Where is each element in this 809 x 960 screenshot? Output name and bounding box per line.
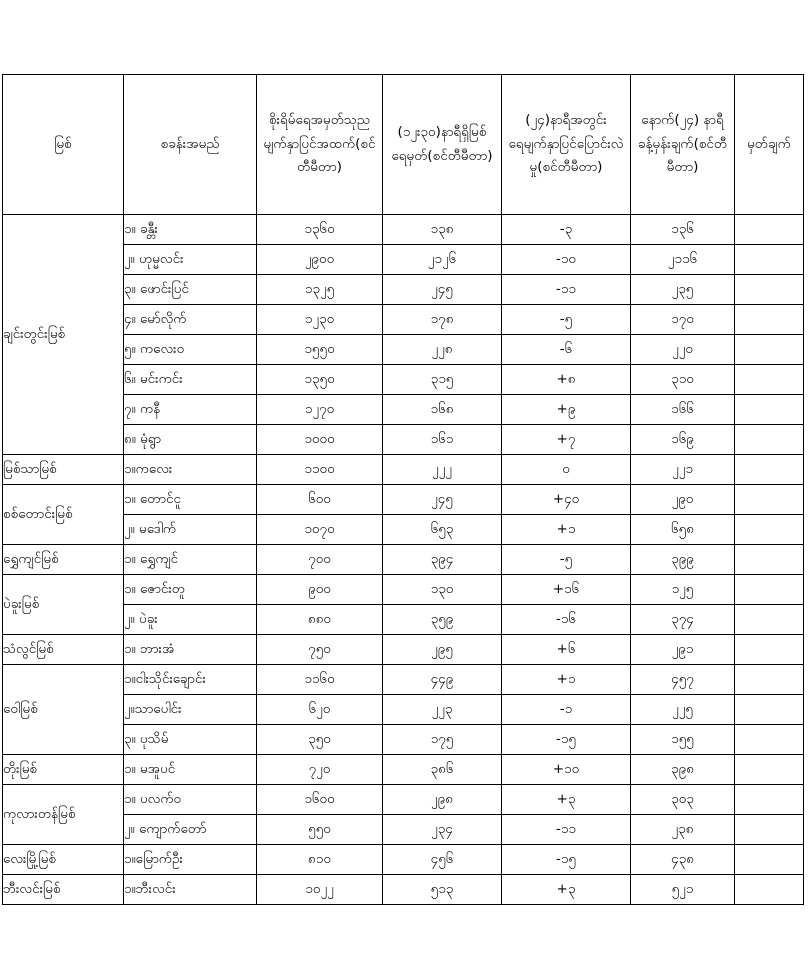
remark-cell — [735, 575, 804, 605]
table-row — [3, 875, 804, 905]
current-level-cell: ၂၃၄ — [383, 815, 502, 845]
forecast-cell: ၁၅၅ — [631, 725, 735, 755]
current-level-cell: ၂၉၈ — [383, 785, 502, 815]
river-name-cell: ချင်းတွင်းမြစ် — [3, 215, 124, 455]
current-level-cell: ၂၂၃ — [383, 695, 502, 725]
forecast-cell: ၂၃၅ — [631, 275, 735, 305]
level-change-cell: +၄၀ — [502, 485, 631, 515]
danger-level-cell: ၁၀၀၀ — [257, 425, 383, 455]
level-change-cell: +၃ — [502, 875, 631, 905]
danger-level-cell: ၁၁၆၀ — [257, 665, 383, 695]
remark-cell — [735, 365, 804, 395]
river-name-cell: မြစ်သာမြစ် — [3, 455, 124, 485]
danger-level-cell: ၈၈၀ — [257, 605, 383, 635]
remark-cell — [735, 515, 804, 545]
remark-cell — [735, 605, 804, 635]
forecast-cell: ၃၁၀ — [631, 365, 735, 395]
remark-cell — [735, 725, 804, 755]
danger-level-cell: ၇၂၀ — [257, 755, 383, 785]
current-level-cell: ၃၅၉ — [383, 605, 502, 635]
header-forecast: နောက်(၂၄) နာရီခန့်မှန်းချက်(စင်တီမီတာ) — [631, 75, 735, 215]
danger-level-cell: ၁၂၃၀ — [257, 305, 383, 335]
station-name-cell: ၆။ မင်းကင်း — [124, 365, 257, 395]
river-name-cell: ဝေါမြစ် — [3, 665, 124, 755]
danger-level-cell: ၁၆၀၀ — [257, 785, 383, 815]
remark-cell — [735, 395, 804, 425]
station-name-cell: ၂။သာပေါင်း — [124, 695, 257, 725]
level-change-cell: -၅ — [502, 305, 631, 335]
current-level-cell: ၂၁၂၆ — [383, 245, 502, 275]
remark-cell — [735, 455, 804, 485]
river-name-cell: ပဲခူးမြစ် — [3, 575, 124, 635]
station-name-cell: ၂။ ပဲခူး — [124, 605, 257, 635]
forecast-cell: ၂၂၅ — [631, 695, 735, 725]
table-row — [3, 335, 804, 365]
current-level-cell: ၁၆၁ — [383, 425, 502, 455]
station-name-cell: ၈။ မုံရွာ — [124, 425, 257, 455]
danger-level-cell: ၇၀၀ — [257, 545, 383, 575]
danger-level-cell: ၁၂၇၀ — [257, 395, 383, 425]
table-row — [3, 485, 804, 515]
level-change-cell: -၁၁ — [502, 815, 631, 845]
danger-level-cell: ၅၅၀ — [257, 815, 383, 845]
river-level-table — [2, 74, 804, 905]
table-row — [3, 545, 804, 575]
table-row — [3, 365, 804, 395]
table-row — [3, 605, 804, 635]
station-name-cell: ၁။ ဇောင်းတူ — [124, 575, 257, 605]
current-level-cell: ၃၁၅ — [383, 365, 502, 395]
forecast-cell: ၁၆၆ — [631, 395, 735, 425]
header-station: စခန်းအမည် — [124, 75, 257, 215]
table-row — [3, 755, 804, 785]
station-name-cell: ၁။ ခန္တီး — [124, 215, 257, 245]
station-name-cell: ၁။ ဘားအံ — [124, 635, 257, 665]
danger-level-cell: ၁၀၇၀ — [257, 515, 383, 545]
remark-cell — [735, 785, 804, 815]
table-row — [3, 695, 804, 725]
level-change-cell: +၁၆ — [502, 575, 631, 605]
danger-level-cell: ၃၅၀ — [257, 725, 383, 755]
danger-level-cell: ၉၀၀ — [257, 575, 383, 605]
remark-cell — [735, 215, 804, 245]
current-level-cell: ၃၈၆ — [383, 755, 502, 785]
current-level-cell: ၂၂၈ — [383, 335, 502, 365]
current-level-cell: ၂၄၅ — [383, 485, 502, 515]
forecast-cell: ၂၉၁ — [631, 635, 735, 665]
danger-level-cell: ၁၃၅၀ — [257, 365, 383, 395]
forecast-cell: ၁၂၅ — [631, 575, 735, 605]
level-change-cell: -၁၅ — [502, 845, 631, 875]
current-level-cell: ၅၁၃ — [383, 875, 502, 905]
danger-level-cell: ၁၀၂၂ — [257, 875, 383, 905]
station-name-cell: ၃။ ပုသိမ် — [124, 725, 257, 755]
current-level-cell: ၄၅၆ — [383, 845, 502, 875]
table-row — [3, 305, 804, 335]
header-river: မြစ် — [3, 75, 124, 215]
danger-level-cell: ၆၂၀ — [257, 695, 383, 725]
current-level-cell: ၁၇၈ — [383, 305, 502, 335]
danger-level-cell: ၁၅၅၀ — [257, 335, 383, 365]
remark-cell — [735, 815, 804, 845]
remark-cell — [735, 275, 804, 305]
station-name-cell: ၁။မြောက်ဦး — [124, 845, 257, 875]
station-name-cell: ၂။ ဟုမ္မလင်း — [124, 245, 257, 275]
remark-cell — [735, 875, 804, 905]
remark-cell — [735, 485, 804, 515]
level-change-cell: ၀ — [502, 455, 631, 485]
remark-cell — [735, 695, 804, 725]
level-change-cell: +၈ — [502, 365, 631, 395]
station-name-cell: ၂။ ကျောက်တော် — [124, 815, 257, 845]
header-danger-level: စိုးရိမ်ရေအမှတ်သုညမျက်နှာပြင်အထက်(စင်တီမီတာ) — [257, 75, 383, 215]
table-row — [3, 785, 804, 815]
station-name-cell: ၁။ ရွှေကျင် — [124, 545, 257, 575]
current-level-cell: ၂၂၂ — [383, 455, 502, 485]
river-name-cell: စစ်တောင်းမြစ် — [3, 485, 124, 545]
level-change-cell: -၁၆ — [502, 605, 631, 635]
level-change-cell: +၉ — [502, 395, 631, 425]
header-current-level: (၁၂း၃၀)နာရီရှိမြစ်ရေမှတ်(စင်တီမီတာ) — [383, 75, 502, 215]
forecast-cell: ၃၉၈ — [631, 755, 735, 785]
table-row — [3, 245, 804, 275]
station-name-cell: ၁။ ပလက်ဝ — [124, 785, 257, 815]
remark-cell — [735, 665, 804, 695]
level-change-cell: +၁ — [502, 665, 631, 695]
station-name-cell: ၁။ဘီးလင်း — [124, 875, 257, 905]
table-row — [3, 515, 804, 545]
current-level-cell: ၁၃၀ — [383, 575, 502, 605]
table-row — [3, 635, 804, 665]
current-level-cell: ၆၅၃ — [383, 515, 502, 545]
table-body — [3, 215, 804, 905]
remark-cell — [735, 545, 804, 575]
forecast-cell: ၃၉၉ — [631, 545, 735, 575]
level-change-cell: -၁၀ — [502, 245, 631, 275]
station-name-cell: ၄။ မော်လိုက် — [124, 305, 257, 335]
forecast-cell: ၅၂၁ — [631, 875, 735, 905]
table-row — [3, 845, 804, 875]
remark-cell — [735, 425, 804, 455]
station-name-cell: ၁။ တောင်ငူ — [124, 485, 257, 515]
table-row — [3, 815, 804, 845]
danger-level-cell: ၆၀၀ — [257, 485, 383, 515]
remark-cell — [735, 845, 804, 875]
level-change-cell: +၇ — [502, 425, 631, 455]
forecast-cell: ၁၇၀ — [631, 305, 735, 335]
level-change-cell: +၆ — [502, 635, 631, 665]
current-level-cell: ၁၃၈ — [383, 215, 502, 245]
station-name-cell: ၁။ကလေး — [124, 455, 257, 485]
header-24h-change: (၂၄)နာရီအတွင်းရေမျက်နှာပြင်ပြောင်းလဲမှု(စင်တီမီတာ) — [502, 75, 631, 215]
forecast-cell: ၂၃၈ — [631, 815, 735, 845]
level-change-cell: +၁ — [502, 515, 631, 545]
forecast-cell: ၂၂၀ — [631, 335, 735, 365]
table-row — [3, 725, 804, 755]
river-name-cell: ဘီးလင်းမြစ် — [3, 875, 124, 905]
remark-cell — [735, 245, 804, 275]
remark-cell — [735, 755, 804, 785]
forecast-cell: ၁၃၆ — [631, 215, 735, 245]
level-change-cell: +၁၀ — [502, 755, 631, 785]
forecast-cell: ၃၇၄ — [631, 605, 735, 635]
station-name-cell: ၂။ မဒေါက် — [124, 515, 257, 545]
forecast-cell: ၄၅၇ — [631, 665, 735, 695]
table-row — [3, 425, 804, 455]
level-change-cell: -၃ — [502, 215, 631, 245]
river-name-cell: လေးမြို့မြစ် — [3, 845, 124, 875]
level-change-cell: -၁ — [502, 695, 631, 725]
station-name-cell: ၁။ မအူပင် — [124, 755, 257, 785]
station-name-cell: ၃။ ဖောင်းပြင် — [124, 275, 257, 305]
station-name-cell: ၅။ ကလေးဝ — [124, 335, 257, 365]
current-level-cell: ၃၉၄ — [383, 545, 502, 575]
river-name-cell: ကုလားတန်မြစ် — [3, 785, 124, 845]
danger-level-cell: ၁၃၆၀ — [257, 215, 383, 245]
level-change-cell: -၁၅ — [502, 725, 631, 755]
table-row — [3, 395, 804, 425]
remark-cell — [735, 305, 804, 335]
table-row — [3, 575, 804, 605]
current-level-cell: ၁၇၅ — [383, 725, 502, 755]
current-level-cell: ၂၉၅ — [383, 635, 502, 665]
forecast-cell: ၁၆၉ — [631, 425, 735, 455]
forecast-cell: ၂၉၀ — [631, 485, 735, 515]
current-level-cell: ၂၄၅ — [383, 275, 502, 305]
level-change-cell: -၅ — [502, 545, 631, 575]
danger-level-cell: ၁၃၂၅ — [257, 275, 383, 305]
forecast-cell: ၂၂၁ — [631, 455, 735, 485]
table-row — [3, 215, 804, 245]
current-level-cell: ၁၆၈ — [383, 395, 502, 425]
level-change-cell: -၁၁ — [502, 275, 631, 305]
danger-level-cell: ၁၁၀၀ — [257, 455, 383, 485]
table-row — [3, 275, 804, 305]
forecast-cell: ၆၅၈ — [631, 515, 735, 545]
remark-cell — [735, 635, 804, 665]
current-level-cell: ၄၄၉ — [383, 665, 502, 695]
river-name-cell: သံလွင်မြစ် — [3, 635, 124, 665]
header-remark: မှတ်ချက် — [735, 75, 804, 215]
river-name-cell: ရွှေကျင်မြစ် — [3, 545, 124, 575]
table-row — [3, 455, 804, 485]
remark-cell — [735, 335, 804, 365]
level-change-cell: -၆ — [502, 335, 631, 365]
station-name-cell: ၇။ ကနီ — [124, 395, 257, 425]
danger-level-cell: ၈၁၀ — [257, 845, 383, 875]
danger-level-cell: ၂၉၀၀ — [257, 245, 383, 275]
level-change-cell: +၃ — [502, 785, 631, 815]
forecast-cell: ၄၃၈ — [631, 845, 735, 875]
station-name-cell: ၁။ငါးသိုင်းချောင်း — [124, 665, 257, 695]
table-row — [3, 665, 804, 695]
danger-level-cell: ၇၅၀ — [257, 635, 383, 665]
forecast-cell: ၂၁၁၆ — [631, 245, 735, 275]
forecast-cell: ၃၀၃ — [631, 785, 735, 815]
river-name-cell: တိုးမြစ် — [3, 755, 124, 785]
header-row — [3, 75, 804, 215]
